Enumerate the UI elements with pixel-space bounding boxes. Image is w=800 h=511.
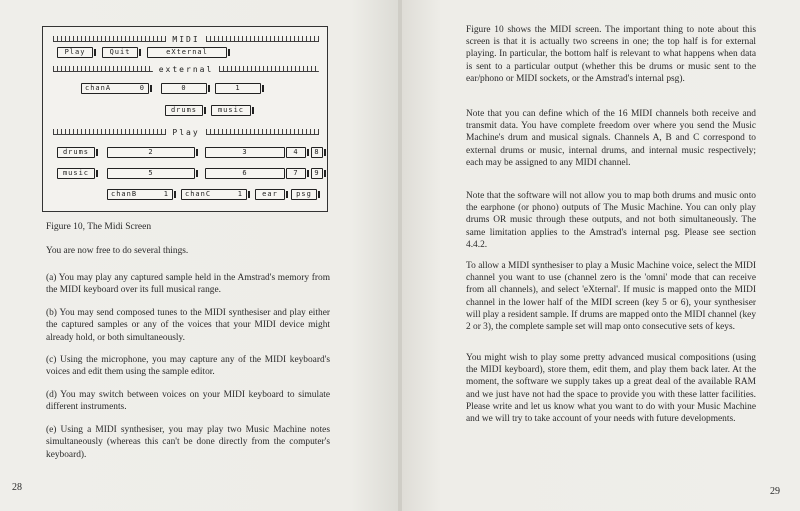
book-gutter [398, 0, 402, 511]
right-paragraph-4: To allow a MIDI synthesiser to play a Music Machine voice, select the MIDI channel you want to use (channel zero is the 'omni' mode that can receive from all channels), and select 'eXternal'. If music is mapped onto the MIDI channel in the lower half of the MIDI screen (key 5 or 6), your synthesiser will play a resident sample. If drums are mapped onto the MIDI channel (key 2 or 3), the complete sample set will map onto consecutive sets of keys. [466, 261, 757, 333]
play-key-4[interactable]: 4 [286, 147, 306, 158]
play-drums-button[interactable]: drums [57, 147, 95, 158]
ext-music-button[interactable]: music [211, 105, 251, 116]
paragraph-b: (b) You may send composed tunes to the MIDI synthesiser and play either the captured samples or any of the voices that your MIDI device might already hold, or both simultaneously. [46, 308, 330, 343]
external-button[interactable]: eXternal [147, 47, 227, 58]
chanb-button[interactable] [107, 189, 173, 200]
paragraph-a: (a) You may play any captured sample held in the Amstrad's memory from the MIDI keyboard over its full musical range. [46, 273, 330, 296]
play-key-8[interactable]: 8 [311, 147, 323, 158]
intro-paragraph: You are now free to do several things. [46, 246, 189, 256]
right-page-number: 29 [770, 486, 780, 497]
ear-button[interactable]: ear [255, 189, 285, 200]
ext-drums-button[interactable]: drums [165, 105, 203, 116]
play-key-6[interactable]: 6 [205, 168, 285, 179]
chanc-button[interactable] [181, 189, 247, 200]
ext-chana-button[interactable] [81, 83, 149, 94]
midi-screen-figure [42, 26, 328, 212]
play-key-2[interactable]: 2 [107, 147, 195, 158]
chana-value: 0 [139, 84, 145, 92]
right-paragraph-2: Note that you can define which of the 16 MIDI channels both receive and transmit data. You have complete freedom over where you send the Music Machine's drum and musical signals. Channels A, B and C correspond to external drums or music, internal drums, and internal music respectively; each may be assigned to any MIDI channel. [466, 109, 756, 168]
play-button[interactable]: Play [57, 47, 93, 58]
ext-key-1[interactable]: 1 [215, 83, 261, 94]
chanb-label: chanB [111, 190, 138, 198]
quit-button[interactable]: Quit [102, 47, 138, 58]
ext-key-0[interactable]: 0 [161, 83, 207, 94]
midi-title: MIDI [172, 34, 200, 44]
psg-button[interactable]: psg [291, 189, 317, 200]
play-key-7[interactable]: 7 [286, 168, 306, 179]
play-music-button[interactable]: music [57, 168, 95, 179]
right-paragraph-1: Figure 10 shows the MIDI screen. The important thing to note about this screen is that it is actually two screens in one; the top half is for external playing. In particular, the bottom half is relevant to what happens when data is sent to a particular output (whether this be drums or music sent to the ear/phono or MIDI sockets, or the Amstrad's internal psg). [466, 25, 756, 84]
paragraph-c: (c) Using the microphone, you may capture any of the MIDI keyboard's voices and edit them using the sample editor. [46, 355, 330, 378]
chanb-value: 1 [163, 190, 169, 198]
midi-header [53, 34, 319, 44]
figure-caption: Figure 10, The Midi Screen [46, 222, 152, 232]
paragraph-d: (d) You may switch between voices on your MIDI keyboard to simulate different instruments. [46, 390, 330, 413]
chanc-label: chanC [185, 190, 212, 198]
chana-label: chanA [85, 84, 112, 92]
play-header [53, 127, 319, 137]
external-title: external [158, 64, 214, 74]
right-paragraph-3: Note that the software will not allow you to map both drums and music onto the earphone (or phono) outputs of The Music Machine. You can only play drums OR music through these outputs, and not both simultaneously. The same limitation applies to the Amstrad's internal psg. Please see section 4.4.2. [466, 191, 756, 250]
paragraph-e: (e) Using a MIDI synthesiser, you may play two Music Machine notes simultaneously (whereas this can't be done directly from the computer's keyboard). [46, 425, 330, 460]
play-key-9[interactable]: 9 [311, 168, 323, 179]
left-page-number: 28 [12, 482, 22, 493]
external-header [53, 64, 319, 74]
play-key-5[interactable]: 5 [107, 168, 195, 179]
chanc-value: 1 [237, 190, 243, 198]
right-paragraph-5: You might wish to play some pretty advanced musical compositions (using the MIDI keyboard), store them, edit them, and play them back later. At the moment, the software we supply takes up a great deal of the available RAM and we just have not had the space to provide you with these latter facilities. Please write and let us know what you want to do with your Music Machine and we will try to take account of your needs with future developments. [466, 353, 756, 425]
play-title: Play [172, 127, 200, 137]
play-key-3[interactable]: 3 [205, 147, 285, 158]
